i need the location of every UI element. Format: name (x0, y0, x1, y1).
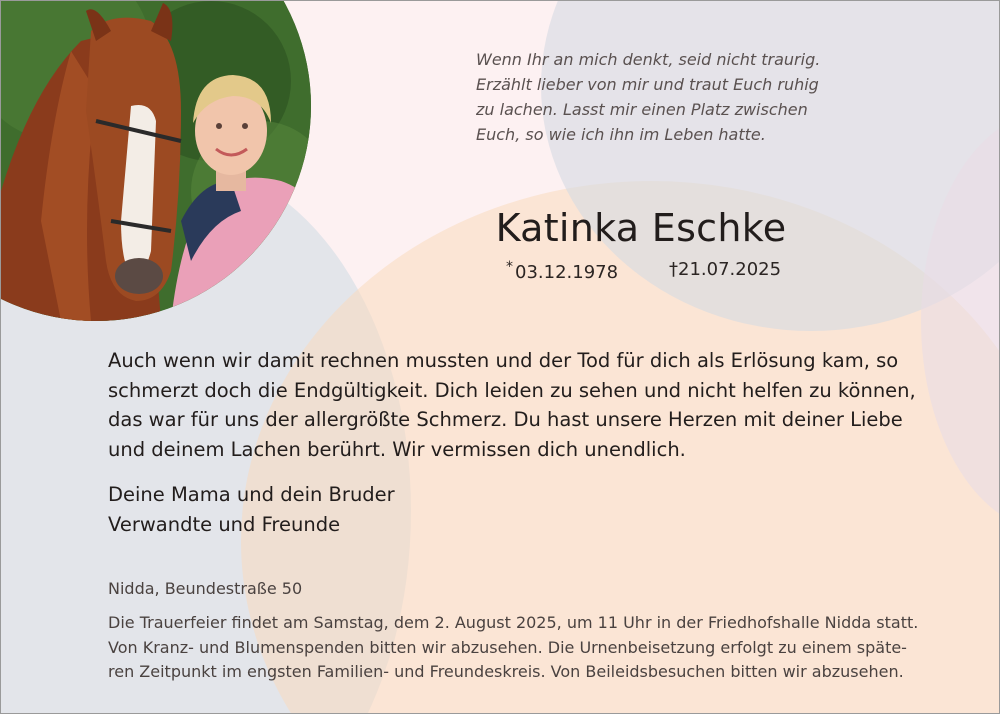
deceased-name: Katinka Eschke (495, 206, 787, 250)
birth-date-value: 03.12.1978 (515, 262, 619, 283)
cross-icon: † (669, 259, 678, 280)
mourners-line: Deine Mama und dein Bruder (108, 483, 395, 506)
message-line: und deinem Lachen berührt. Wir vermissen dich unendlich. (108, 437, 686, 461)
message-line: das war für uns der allergrößte Schmerz. Du hast unsere Herzen mit deiner Liebe (108, 408, 903, 431)
portrait-photo (0, 0, 311, 321)
funeral-info (108, 611, 918, 685)
quote-line: Erzählt lieber von mir und traut Euch ruhig (476, 75, 819, 94)
mourners (108, 480, 395, 539)
birth-star-icon: * (506, 259, 513, 275)
quote-line: zu lachen. Lasst mir einen Platz zwischen (476, 100, 808, 119)
quote-line: Euch, so wie ich ihn im Leben hatte. (476, 125, 766, 144)
info-line: Von Kranz- und Blumenspenden bitten wir abzusehen. Die Urnenbeisetzung erfolgt zu einem späte- (108, 637, 907, 657)
info-line: ren Zeitpunkt im engsten Familien- und Freundeskreis. Von Beileidsbesuchen bitten wir abzusehen. (108, 662, 904, 681)
death-date (669, 259, 781, 280)
death-date-value: 21.07.2025 (678, 259, 782, 280)
quote-line: Wenn Ihr an mich denkt, seid nicht traurig. (476, 50, 821, 69)
message-line: Auch wenn wir damit rechnen mussten und der Tod für dich als Erlösung kam, so (108, 349, 899, 372)
info-line: Die Trauerfeier findet am Samstag, dem 2. August 2025, um 11 Uhr in der Friedhofshalle Nidda statt. (108, 613, 919, 632)
mourners-line: Verwandte und Freunde (108, 512, 341, 536)
address: Nidda, Beundestraße 50 (108, 579, 303, 598)
obituary-message (108, 346, 916, 464)
message-line: schmerzt doch die Endgültigkeit. Dich leiden zu sehen und nicht helfen zu können, (108, 378, 916, 402)
memorial-quote (476, 47, 856, 147)
birth-date (506, 259, 618, 283)
